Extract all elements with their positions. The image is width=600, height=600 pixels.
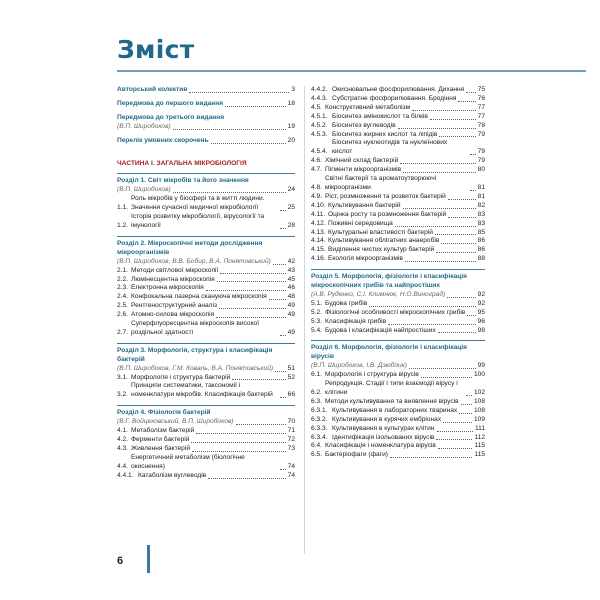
dot-leader [395, 226, 476, 227]
entry-title: Енергетичний метаболізм (біологічне окиснення) [131, 453, 245, 470]
entry-title: Пігменти мікроорганізмів [325, 166, 402, 174]
dot-leader [461, 404, 472, 405]
toc-left-column [117, 86, 295, 481]
entry-number: 4.7. [311, 166, 322, 174]
toc-entry[interactable] [311, 86, 485, 95]
toc-entry[interactable] [311, 175, 485, 193]
dot-leader [216, 317, 286, 318]
toc-entry[interactable] [311, 122, 485, 131]
entry-number: 6.2. [311, 389, 322, 396]
entry-number: 3.1. [117, 373, 128, 381]
entry-number: 4.4.3. [311, 94, 328, 102]
toc-entry[interactable] [311, 407, 485, 416]
toc-entry[interactable] [117, 445, 295, 454]
entry-page: 108 [473, 406, 485, 414]
dot-leader [280, 335, 286, 336]
toc-entry[interactable] [117, 472, 295, 481]
entry-number: 2.1. [117, 266, 128, 274]
entry-title: Окиснювальне фосфорилювання. Дихання [332, 86, 465, 93]
dot-leader [470, 190, 476, 191]
toc-entry[interactable] [311, 104, 485, 113]
entry-title: Ріст, розмноження та розвиток бактерій [325, 192, 446, 200]
toc-entry[interactable] [311, 255, 485, 264]
entry-page: 70 [287, 418, 295, 426]
entry-title: Культивування облігатних анаеробів [328, 237, 440, 245]
toc-entry[interactable] [311, 318, 485, 327]
dot-leader [192, 451, 286, 452]
entry-title: Оцінка росту та розмноження бактерій [328, 210, 447, 218]
dot-leader [191, 442, 285, 443]
toc-entry[interactable] [311, 371, 485, 380]
section-heading: Розділ 3. Морфологія, структура і класифікація бактерій [117, 343, 295, 365]
entry-page: 49 [287, 311, 295, 319]
entry-number: 4.3. [117, 444, 128, 452]
entry-title: Біосинтез нуклеотидів та нуклеїнових кислот [332, 139, 448, 156]
entry-number: 4.10. [311, 201, 326, 209]
page-title: Зміст [117, 35, 195, 64]
dot-leader [280, 210, 286, 211]
toc-entry[interactable] [311, 380, 485, 398]
author-line[interactable] [117, 365, 295, 374]
dot-leader [403, 172, 476, 173]
entry-page: 83 [477, 210, 485, 218]
entry-title: Біосинтез вуглеводів [332, 121, 396, 129]
entry-title: Ферменти бактерій [131, 436, 190, 443]
entry-page: 112 [474, 433, 485, 441]
dot-leader [173, 129, 286, 130]
front-matter-item[interactable] [117, 137, 295, 146]
entry-title: Бактеріофаги (фаги) [325, 451, 388, 459]
toc-entry[interactable] [117, 382, 295, 400]
entry-number: 6.3.2. [311, 415, 328, 423]
entry-number: 4.5.2. [311, 121, 328, 129]
entry-title: Принципи систематики, таксономії і номенклатури мікробів. Класифікація бактерій [131, 382, 273, 399]
dot-leader [206, 290, 286, 291]
section-heading: Розділ 6. Морфологія, фізіологія і класифікація вірусів [311, 340, 485, 362]
dot-leader [459, 413, 472, 414]
toc-entry[interactable] [117, 284, 295, 293]
entry-page: 98 [477, 326, 485, 334]
entry-page: 86 [477, 237, 485, 245]
toc-entry[interactable] [311, 300, 485, 309]
entry-number: 6.3. [311, 397, 322, 405]
entry-title: Біосинтез жирних кислот та ліпідів [332, 130, 438, 138]
entry-page: 88 [477, 255, 485, 263]
entry-page: 18 [287, 99, 295, 107]
entry-page: 24 [287, 186, 295, 194]
toc-entry[interactable] [311, 398, 485, 407]
dot-leader [447, 297, 476, 298]
entry-page: 99 [477, 362, 485, 370]
dot-leader [196, 433, 285, 434]
page-number-bar [147, 545, 150, 573]
toc-entry[interactable] [117, 427, 295, 436]
dot-leader [236, 424, 286, 425]
entry-page: 83 [477, 219, 485, 227]
dot-leader [220, 273, 285, 274]
dot-leader [448, 199, 476, 200]
entry-page: 45 [287, 275, 295, 283]
entry-page: 82 [477, 201, 485, 209]
entry-page: 42 [287, 257, 295, 265]
entry-number: 5.1. [311, 299, 322, 307]
entry-page: 96 [477, 317, 485, 325]
entry-page: 25 [287, 204, 295, 212]
entry-number: 5.2. [311, 308, 322, 316]
dot-leader [173, 192, 286, 193]
entry-title: Ідентифікація ізольованих вірусів [332, 433, 435, 441]
entry-title: Екологія мікроорганізмів [328, 255, 403, 263]
entry-page: 100 [473, 371, 485, 379]
entry-page: 48 [287, 293, 295, 301]
dot-leader [421, 377, 472, 378]
entry-title: Конфокальна лазерна скануюча мікроскопія [131, 293, 267, 301]
entry-page: 81 [477, 183, 485, 191]
toc-entry[interactable] [311, 202, 485, 211]
dot-leader [219, 308, 286, 309]
entry-page: 72 [287, 436, 295, 443]
dot-leader [232, 379, 285, 380]
toc-entry[interactable] [311, 327, 485, 336]
entry-title: Рентгеноструктурний аналіз [131, 302, 217, 310]
toc-entry[interactable] [117, 454, 295, 472]
entry-page: 46 [287, 284, 295, 292]
entry-title: Культуральні властивості бактерій [328, 228, 433, 236]
entry-title: Світні бактерії та ароматоутворюючі мікроорганізми [325, 175, 437, 191]
dot-leader [369, 306, 475, 307]
entry-title: Суперфлуоресцентна мікроскопія високої роздільної здатності [131, 320, 260, 336]
toc-entry[interactable] [117, 320, 295, 338]
toc-entry[interactable] [311, 237, 485, 246]
dot-leader [273, 264, 286, 265]
entry-page: 28 [287, 221, 295, 229]
toc-entry[interactable] [311, 211, 485, 220]
dot-leader [208, 478, 285, 479]
entry-page: 75 [477, 86, 485, 93]
author-line[interactable] [117, 186, 295, 195]
entry-title: Методи світлової мікроскопії [131, 266, 219, 274]
entry-title: Передмова до третього видання [117, 113, 225, 121]
toc-entry[interactable] [117, 293, 295, 302]
column-divider [304, 86, 305, 554]
entry-page: 109 [473, 415, 485, 423]
entry-page: 86 [477, 246, 485, 254]
dot-leader [280, 469, 286, 470]
entry-page: 51 [287, 364, 295, 372]
entry-page: 80 [477, 166, 485, 174]
dot-leader [403, 208, 476, 209]
dot-leader [217, 281, 286, 282]
entry-title: Поживні середовища [328, 219, 393, 227]
entry-number: 4.13. [311, 228, 326, 236]
entry-title: (В.П. Широбоков, В.В. Бобир, В.А. Понятовський) [117, 257, 271, 265]
entry-number: 6.1. [311, 371, 322, 379]
entry-title: (В.П. Широбоков, І.В. Дзюблик) [311, 362, 407, 370]
entry-number: 2.3. [117, 284, 128, 292]
dot-leader [409, 368, 476, 369]
dot-leader [443, 422, 472, 423]
entry-title: Репродукція. Стадії і типи взаємодії вірусу і клітини [325, 380, 458, 396]
dot-leader [439, 136, 475, 137]
dot-leader [280, 397, 286, 398]
front-matter-item[interactable] [117, 100, 295, 109]
toc-entry[interactable] [311, 157, 485, 166]
entry-number: 6.4. [311, 442, 322, 450]
toc-entry[interactable] [311, 416, 485, 425]
entry-page: 71 [287, 427, 295, 435]
entry-number: 2.5. [117, 302, 128, 310]
entry-number: 3.2. [117, 391, 128, 399]
toc-entry[interactable] [311, 113, 485, 122]
dot-leader [412, 110, 476, 111]
entry-number: 4.12. [311, 219, 326, 227]
entry-number: 4.4.2. [311, 86, 328, 93]
entry-number: 4.8. [311, 183, 322, 191]
dot-leader [225, 106, 286, 107]
entry-title: Біосинтез амінокислот та білків [332, 112, 428, 120]
section-heading: Розділ 5. Морфологія, фізіологія і класифікація мікроскопічних грибів та найпростіших [311, 269, 485, 291]
entry-page: 43 [287, 266, 295, 274]
toc-entry[interactable] [311, 95, 485, 104]
entry-page: 85 [477, 228, 485, 236]
entry-number: 4.9. [311, 192, 322, 200]
dot-leader [438, 332, 476, 333]
entry-number: 6.5. [311, 451, 322, 459]
dot-leader [211, 143, 286, 144]
entry-page: 66 [287, 391, 295, 399]
entry-title: (В.Г. Войцеховський, В.П. Широбоков) [117, 418, 234, 426]
entry-page: 111 [474, 424, 485, 432]
entry-title: Морфологія і структура бактерій [131, 373, 231, 381]
entry-page: 79 [477, 157, 485, 165]
entry-title: Люмінесцентна мікроскопія [131, 275, 215, 283]
entry-number: 1.2. [117, 221, 128, 229]
toc-entry[interactable] [311, 246, 485, 255]
entry-number: 4.11. [311, 210, 326, 218]
section-heading: Розділ 2. Мікроскопічні методи дослідження мікроорганізмів [117, 236, 295, 258]
toc-entry[interactable] [311, 166, 485, 175]
toc-entry[interactable] [311, 425, 485, 434]
entry-title: (В.П. Широбоков) [117, 122, 171, 130]
part-heading: ЧАСТИНА І. ЗАГАЛЬНА МІКРОБІОЛОГІЯ [117, 159, 247, 167]
dot-leader [280, 228, 286, 229]
author-line[interactable] [117, 123, 295, 132]
section-heading: Розділ 1. Світ мікробів та його значення [117, 173, 295, 186]
entry-title: Класифікація грибів [325, 317, 387, 325]
toc-entry[interactable] [311, 220, 485, 229]
entry-number: 4.5.3. [311, 130, 328, 138]
entry-title: Передмова до першого видання [117, 99, 224, 107]
dot-leader [430, 119, 476, 120]
dot-leader [275, 371, 286, 372]
entry-title: Морфологія і структура вірусів [325, 371, 419, 379]
entry-title: Будова і класифікація найпростіших [325, 326, 436, 334]
entry-title: Електронна мікроскопія [131, 284, 204, 292]
entry-title: Конструктивний метаболізм [325, 103, 411, 111]
entry-page: 81 [477, 192, 485, 200]
dot-leader [400, 163, 475, 164]
author-line[interactable] [117, 258, 295, 267]
toc-right-column [311, 86, 485, 460]
section-heading: Розділ 4. Фізіологія бактерій [117, 405, 295, 418]
entry-title: Роль мікробів у біосфері та в житті людини. Значення сучасної медичної мікробіології [131, 195, 265, 212]
entry-page: 95 [477, 308, 485, 316]
entry-page: 92 [477, 299, 485, 307]
entry-title: (В.П. Широбоков, Г.М. Коваль, В.А. Понятовський) [117, 364, 274, 372]
entry-title: Культивування в лабораторних тваринах [332, 406, 458, 414]
entry-title: Класифікація і номенклатура вірусів [325, 442, 436, 450]
entry-page: 92 [477, 290, 485, 298]
dot-leader [189, 92, 289, 93]
dot-leader [466, 395, 472, 396]
entry-page: 49 [287, 302, 295, 310]
dot-leader [435, 234, 476, 235]
dot-leader [458, 101, 475, 102]
dot-leader [269, 299, 286, 300]
entry-page: 20 [287, 136, 295, 144]
entry-title: Культивування бактерій [328, 201, 401, 209]
entry-title: Історія розвитку мікробіології, вірусології та імунології [131, 213, 265, 229]
entry-title: Авторський колектив [117, 86, 188, 93]
entry-page: 76 [477, 94, 485, 102]
author-line[interactable] [311, 362, 485, 371]
entry-number: 4.2. [117, 436, 128, 443]
front-matter-item[interactable] [117, 86, 295, 95]
dot-leader [467, 315, 475, 316]
entry-number: 2.4. [117, 293, 128, 301]
author-line[interactable] [311, 291, 485, 300]
dot-leader [438, 448, 473, 449]
entry-number: 4.5. [311, 103, 322, 111]
entry-number: 4.1. [117, 427, 128, 435]
dot-leader [436, 252, 475, 253]
title-divider [117, 70, 586, 72]
entry-number: 4.5.1. [311, 112, 328, 120]
entry-page: 3 [291, 86, 295, 93]
entry-page: 102 [473, 389, 485, 396]
entry-title: Культивування в курячих ембріонах [332, 415, 442, 423]
entry-page: 52 [287, 373, 295, 381]
entry-number: 4.5.4. [311, 148, 328, 156]
dot-leader [398, 128, 476, 129]
dot-leader [388, 324, 476, 325]
entry-page: 79 [477, 130, 485, 138]
front-matter-item[interactable] [117, 114, 295, 123]
entry-title: Субстратне фосфорилювання. Бродіння [332, 94, 457, 102]
entry-page: 19 [287, 122, 295, 130]
entry-title: Хімічний склад бактерій [325, 157, 399, 165]
entry-number: 2.6. [117, 311, 128, 319]
entry-page: 78 [477, 121, 485, 129]
entry-page: 73 [287, 444, 295, 452]
entry-page: 49 [287, 328, 295, 336]
dot-leader [470, 154, 476, 155]
entry-number: 4.4. [117, 462, 128, 470]
entry-page: 77 [477, 112, 485, 120]
dot-leader [437, 431, 473, 432]
toc-entry[interactable] [117, 195, 295, 213]
dot-leader [436, 439, 472, 440]
entry-title: Культивування в культурах клітин [332, 424, 435, 432]
entry-number: 1.1. [117, 204, 128, 212]
toc-entry[interactable] [117, 436, 295, 445]
page-number: 6 [117, 555, 124, 567]
dot-leader [405, 261, 476, 262]
entry-number: 4.14. [311, 237, 326, 245]
entry-page: 74 [287, 471, 295, 479]
entry-number: 4.16. [311, 255, 326, 263]
spacer [117, 146, 295, 155]
entry-number: 4.4.1. [117, 471, 134, 479]
entry-title: Метаболізм бактерій [131, 427, 195, 435]
dot-leader [466, 92, 475, 93]
toc-entry[interactable] [311, 309, 485, 318]
entry-number: 6.3.1. [311, 406, 328, 414]
toc-entry[interactable] [311, 442, 485, 451]
entry-number: 4.6. [311, 157, 322, 165]
toc-entry[interactable] [117, 213, 295, 231]
entry-title: Виділення чистих культур бактерій [328, 246, 435, 254]
entry-title: (В.П. Широбоков) [117, 186, 171, 194]
entry-number: 6.3.3. [311, 424, 328, 432]
entry-page: 115 [474, 451, 485, 459]
toc-entry[interactable] [311, 139, 485, 157]
entry-page: 77 [477, 103, 485, 111]
dot-leader [441, 243, 475, 244]
toc-entry[interactable] [117, 267, 295, 276]
entry-number: 2.7. [117, 328, 128, 336]
entry-title: Живлення бактерій [131, 444, 191, 452]
entry-title: Методи культивування та виявлення вірусів [325, 397, 459, 405]
entry-number: 2.2. [117, 275, 128, 283]
entry-page: 74 [287, 462, 295, 470]
entry-title: Катаболізм вуглеводів [138, 471, 207, 479]
entry-number: 5.3. [311, 317, 322, 325]
entry-title: Фізіологічні особливості мікроскопічних грибів [325, 308, 466, 316]
author-line[interactable] [117, 418, 295, 427]
entry-number: 5.4. [311, 326, 322, 334]
entry-number: 4.15. [311, 246, 326, 254]
entry-title: Будова грибів [325, 299, 368, 307]
dot-leader [390, 457, 473, 458]
entry-page: 115 [474, 442, 485, 450]
entry-number: 6.3.4. [311, 433, 328, 441]
entry-page: 108 [473, 397, 485, 405]
toc-entry[interactable] [117, 311, 295, 320]
toc-entry[interactable] [311, 193, 485, 202]
toc-entry[interactable] [117, 302, 295, 311]
entry-title: Атомно-силова мікроскопія [131, 311, 215, 319]
entry-page: 79 [477, 148, 485, 156]
entry-title: (А.В. Руденко, С.І. Климнюк, Н.О.Виноград) [311, 290, 446, 298]
dot-leader [448, 217, 475, 218]
toc-entry[interactable] [311, 451, 485, 460]
entry-title: Перелік умовних скорочень [117, 136, 209, 144]
